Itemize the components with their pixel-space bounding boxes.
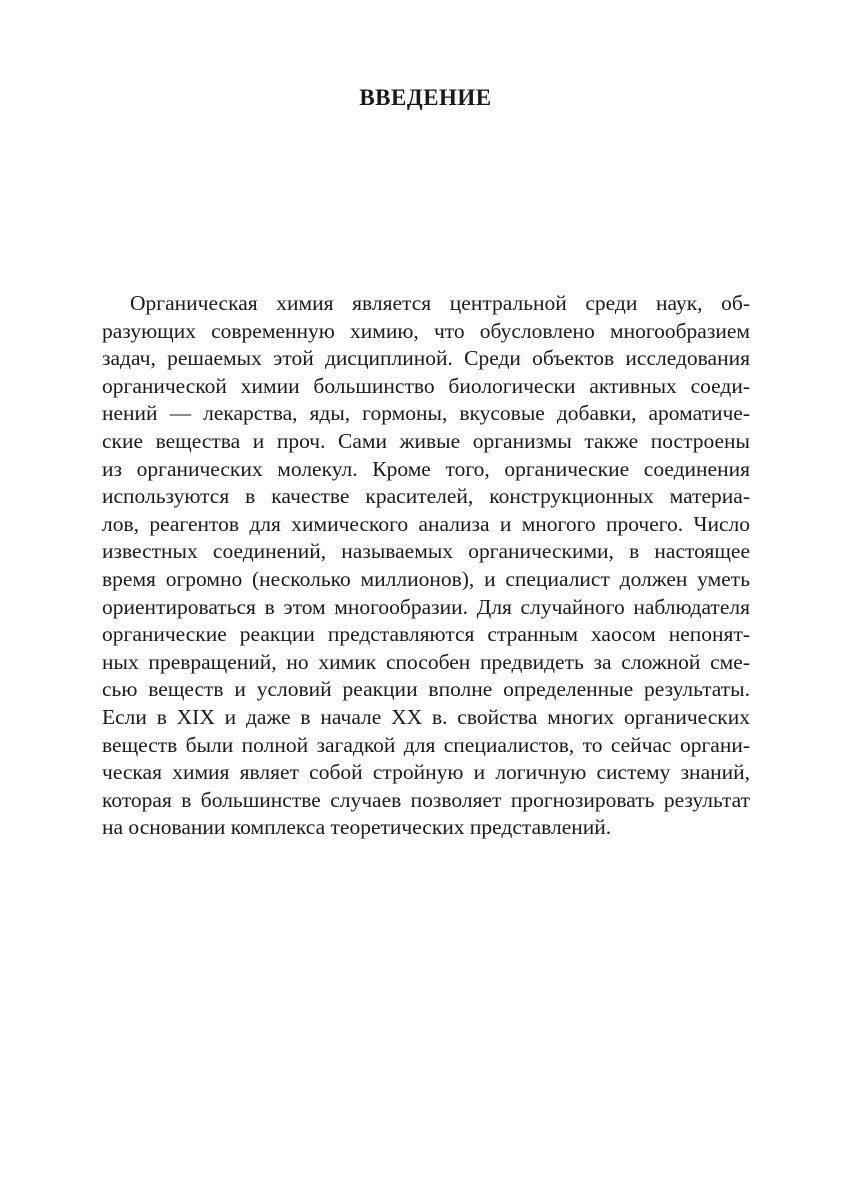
paragraph-line: Если в XIX и даже в начале XX в. свойства многих органических xyxy=(102,704,750,729)
paragraph-line: известных соединений, называемых органическими, в настоящее xyxy=(102,539,750,564)
chapter-title: ВВЕДЕНИЕ xyxy=(359,85,492,110)
paragraph-line: нений — лекарства, яды, гормоны, вкусовые добавки, ароматиче- xyxy=(102,401,750,426)
paragraph-line: органические реакции представляются странным хаосом непонят- xyxy=(102,622,750,647)
paragraph-line: время огромно (несколько миллионов), и специалист должен уметь xyxy=(102,566,750,591)
paragraph-line: веществ были полной загадкой для специалистов, то сейчас органи- xyxy=(102,732,750,757)
paragraph-line: сью веществ и условий реакции вполне определенные результаты. xyxy=(102,677,750,702)
paragraph-line: ческая химия являет собой стройную и логичную систему знаний, xyxy=(102,760,750,785)
paragraph-line: лов, реагентов для химического анализа и многого прочего. Число xyxy=(102,511,750,536)
paragraph-line: задач, решаемых этой дисциплиной. Среди объектов исследования xyxy=(102,346,750,371)
paragraph-line: ские вещества и проч. Сами живые организмы также построены xyxy=(102,428,750,453)
paragraph-line: органической химии большинство биологически активных соеди- xyxy=(102,373,750,398)
paragraph-line: которая в большинстве случаев позволяет прогнозировать результат xyxy=(102,787,750,812)
paragraph-line: Органическая химия является центральной среди наук, об- xyxy=(130,291,750,315)
paragraph-line: на основании комплекса теоретических представлений. xyxy=(102,815,612,840)
paragraph-line: ных превращений, но химик способен предвидеть за сложной сме- xyxy=(102,649,750,674)
paragraph-line: ориентироваться в этом многообразии. Для случайного наблюдателя xyxy=(102,594,750,619)
paragraph-line: используются в качестве красителей, конструкционных материа- xyxy=(102,484,750,509)
paragraph-line: разующих современную химию, что обусловлено многообразием xyxy=(102,318,750,343)
paragraph-line: из органических молекул. Кроме того, органические соединения xyxy=(102,456,750,481)
body-paragraph xyxy=(102,290,750,842)
